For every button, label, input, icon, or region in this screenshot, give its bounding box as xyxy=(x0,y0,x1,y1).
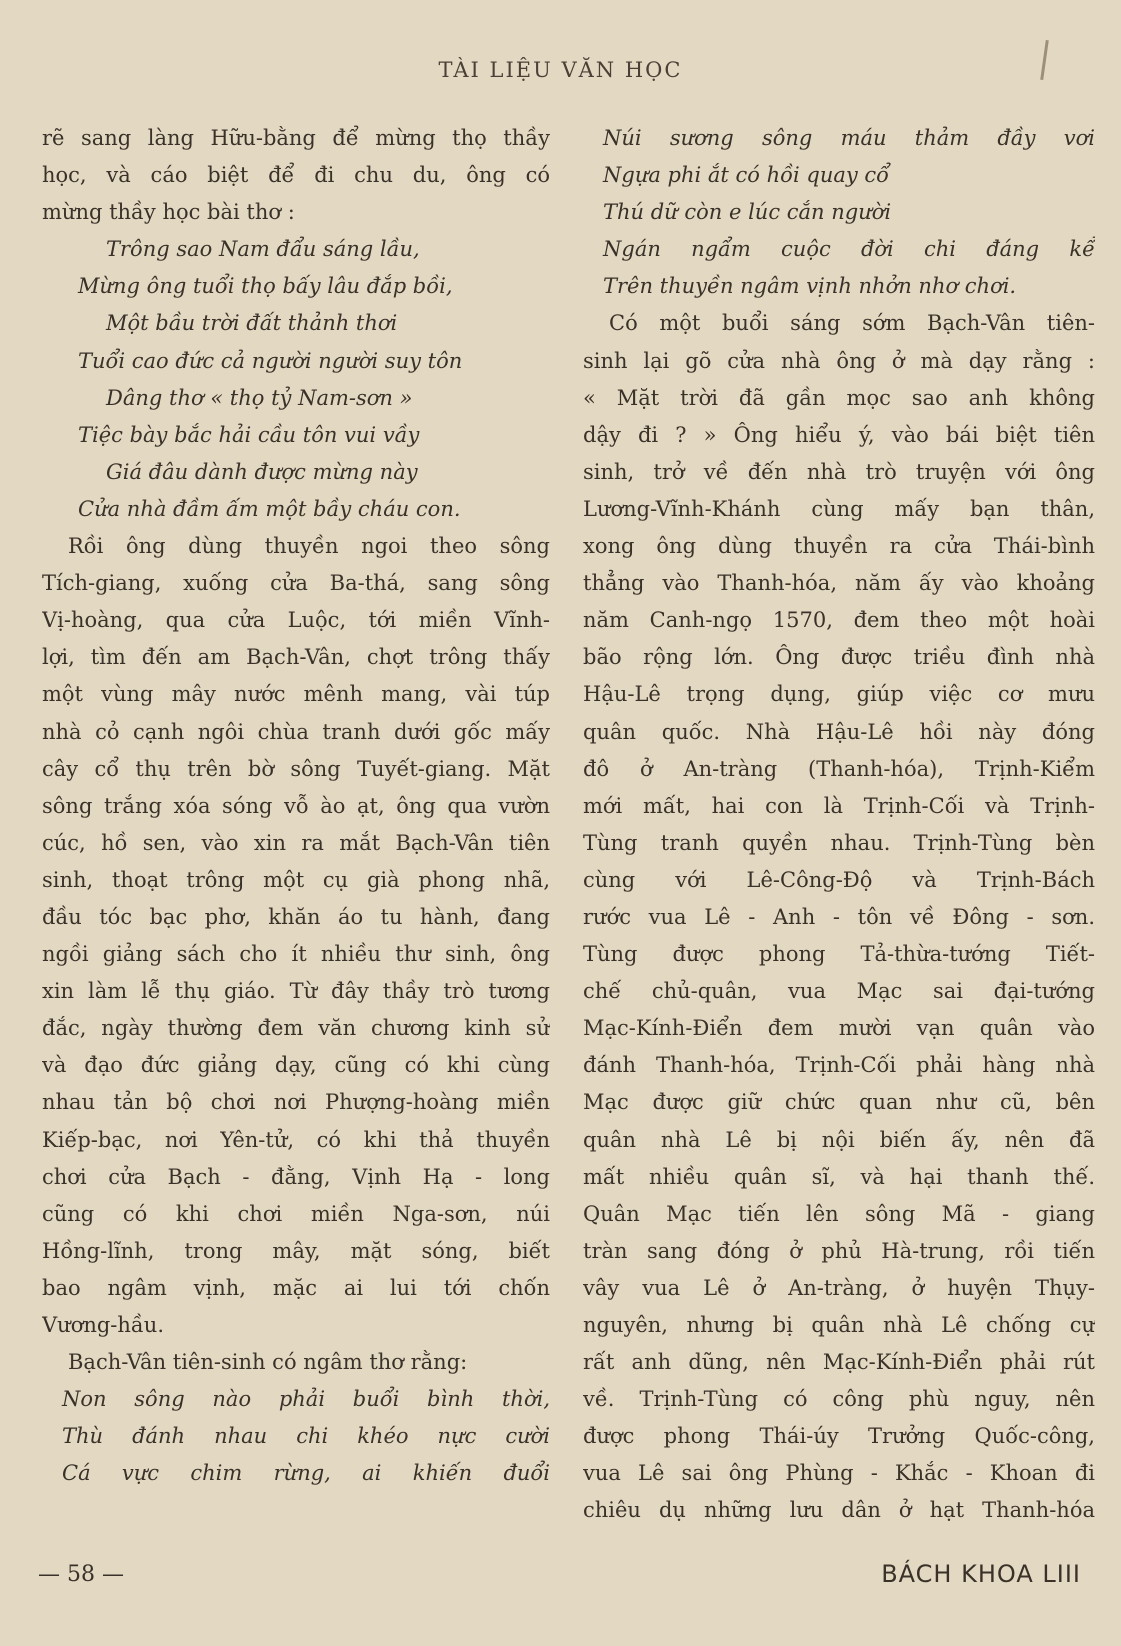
poem-line: Tuổi cao đức cả người người suy tôn xyxy=(78,348,463,373)
text-line: Hậu-Lê trọng dụng, giúp việc cơ mưu xyxy=(583,682,1095,707)
text-line: nguyên, nhưng bị quân nhà Lê chống cự xyxy=(583,1313,1095,1337)
text-line: mất nhiều quân sĩ, và hại thanh thế. xyxy=(583,1164,1095,1189)
text-line: cũng có khi chơi miền Nga-sơn, núi xyxy=(42,1201,550,1226)
text-line: sinh lại gõ cửa nhà ông ở mà dạy rằng : xyxy=(583,348,1095,373)
poem-line: Non sông nào phải buổi bình thời, xyxy=(62,1387,550,1412)
text-line: cúc, hồ sen, vào xin ra mắt Bạch-Vân tiên xyxy=(42,830,550,855)
poem-line: Ngán ngẩm cuộc đời chi đáng kể xyxy=(603,237,1095,262)
text-line: Quân Mạc tiến lên sông Mã - giang xyxy=(583,1201,1095,1226)
text-line: bao ngâm vịnh, mặc ai lui tới chốn xyxy=(42,1275,550,1300)
text-line: rất anh dũng, nên Mạc-Kính-Điển phải rút xyxy=(583,1350,1095,1375)
text-line: năm Canh-ngọ 1570, đem theo một hoài xyxy=(583,608,1095,633)
text-line: một vùng mây nước mênh mang, vài túp xyxy=(42,682,550,707)
publication-name: BÁCH KHOA LIII xyxy=(881,1560,1081,1588)
text-line: xong ông dùng thuyền ra cửa Thái-bình xyxy=(583,534,1095,559)
text-line: ngồi giảng sách cho ít nhiều thư sinh, ông xyxy=(42,942,550,967)
text-line: chế chủ-quân, vua Mạc sai đại-tướng xyxy=(583,979,1095,1004)
text-line: lợi, tìm đến am Bạch-Vân, chợt trông thấy xyxy=(42,645,550,670)
poem-line: Một bầu trời đất thảnh thơi xyxy=(106,311,398,336)
poem-line: Trông sao Nam đẩu sáng lầu, xyxy=(106,237,420,262)
text-line: dậy đi ? » Ông hiểu ý, vào bái biệt tiên xyxy=(583,422,1095,447)
text-line: sinh, thoạt trông một cụ già phong nhã, xyxy=(42,867,550,892)
text-line: cây cổ thụ trên bờ sông Tuyết-giang. Mặt xyxy=(42,756,550,781)
text-line: được phong Thái-úy Trưởng Quốc-công, xyxy=(583,1424,1095,1449)
poem-line: Giá đâu dành được mừng này xyxy=(106,459,418,484)
text-line: thẳng vào Thanh-hóa, năm ấy vào khoảng xyxy=(583,571,1095,596)
poem-line: Trên thuyền ngâm vịnh nhởn nhơ chơi. xyxy=(603,274,1017,299)
page-header: TÀI LIỆU VĂN HỌC xyxy=(438,58,683,82)
text-line: mới mất, hai con là Trịnh-Cối và Trịnh- xyxy=(583,793,1095,818)
poem-line: Núi sương sông máu thảm đầy vơi xyxy=(603,126,1095,150)
text-line: về. Trịnh-Tùng có công phù nguy, nên xyxy=(583,1387,1095,1412)
page-number: — 58 — xyxy=(38,1562,124,1587)
text-line: quân nhà Lê bị nội biến ấy, nên đã xyxy=(583,1127,1095,1152)
text-line: cùng với Lê-Công-Độ và Trịnh-Bách xyxy=(583,867,1095,892)
text-line: quân quốc. Nhà Hậu-Lê hồi này đóng xyxy=(583,719,1095,744)
text-line: và đạo đức giảng dạy, cũng có khi cùng xyxy=(42,1053,550,1078)
poem-line: Ngựa phi ắt có hồi quay cổ xyxy=(603,163,890,188)
poem-line: Tiệc bày bắc hải cầu tôn vui vầy xyxy=(78,422,420,447)
text-line: đầu tóc bạc phơ, khăn áo tu hành, đang xyxy=(42,904,550,929)
text-line: Có một buổi sáng sớm Bạch-Vân tiên- xyxy=(609,311,1095,336)
text-line: Tùng được phong Tả-thừa-tướng Tiết- xyxy=(583,942,1095,967)
text-line: đô ở An-tràng (Thanh-hóa), Trịnh-Kiểm xyxy=(583,756,1095,781)
text-line: Mạc được giữ chức quan như cũ, bên xyxy=(583,1090,1095,1115)
text-line: Tùng tranh quyền nhau. Trịnh-Tùng bèn xyxy=(583,830,1095,855)
text-line: vây vua Lê ở An-tràng, ở huyện Thụy- xyxy=(583,1275,1095,1300)
text-line: Bạch-Vân tiên-sinh có ngâm thơ rằng: xyxy=(68,1350,468,1375)
text-line: Kiếp-bạc, nơi Yên-tử, có khi thả thuyền xyxy=(42,1127,550,1152)
text-line: mừng thầy học bài thơ : xyxy=(42,200,295,225)
text-line: « Mặt trời đã gần mọc sao anh không xyxy=(583,385,1095,410)
text-line: rẽ sang làng Hữu-bằng để mừng thọ thầy xyxy=(42,126,550,150)
poem-line: Mừng ông tuổi thọ bấy lâu đắp bồi, xyxy=(78,274,453,299)
text-line: Tích-giang, xuống cửa Ba-thá, sang sông xyxy=(42,571,550,596)
text-line: xin làm lễ thụ giáo. Từ đây thầy trò tương xyxy=(42,979,550,1004)
text-line: sông trắng xóa sóng vỗ ào ạt, ông qua vườn xyxy=(42,793,550,818)
text-line: sinh, trở về đến nhà trò truyện với ông xyxy=(583,459,1095,484)
text-line: chơi cửa Bạch - đằng, Vịnh Hạ - long xyxy=(42,1164,550,1189)
text-line: học, và cáo biệt để đi chu du, ông có xyxy=(42,163,550,188)
text-line: Lương-Vĩnh-Khánh cùng mấy bạn thân, xyxy=(583,496,1095,521)
poem-line: Thú dữ còn e lúc cắn người xyxy=(603,200,892,225)
poem-line: Thù đánh nhau chi khéo nực cười xyxy=(62,1424,550,1449)
text-line: đánh Thanh-hóa, Trịnh-Cối phải hàng nhà xyxy=(583,1053,1095,1078)
text-line: Hồng-lĩnh, trong mây, mặt sóng, biết xyxy=(42,1238,550,1263)
right-column xyxy=(583,120,1095,1530)
poem-line: Dâng thơ « thọ tỷ Nam-sơn » xyxy=(106,385,413,410)
text-line: bão rộng lớn. Ông được triều đình nhà xyxy=(583,645,1095,670)
text-line: đắc, ngày thường đem văn chương kinh sử xyxy=(42,1016,550,1041)
text-line: Rồi ông dùng thuyền ngoi theo sông xyxy=(68,534,550,559)
poem-line: Cửa nhà đầm ấm một bầy cháu con. xyxy=(78,496,461,521)
poem-line: Cá vực chim rừng, ai khiến đuổi xyxy=(62,1461,550,1486)
text-line: tràn sang đóng ở phủ Hà-trung, rồi tiến xyxy=(583,1238,1095,1263)
text-line: nhau tản bộ chơi nơi Phượng-hoàng miền xyxy=(42,1090,550,1115)
text-line: rước vua Lê - Anh - tôn về Đông - sơn. xyxy=(583,904,1095,929)
left-column xyxy=(42,120,550,1492)
text-line: Vị-hoàng, qua cửa Luộc, tới miền Vĩnh- xyxy=(42,608,550,633)
text-line: nhà cỏ cạnh ngôi chùa tranh dưới gốc mấy xyxy=(42,719,550,744)
text-line: Mạc-Kính-Điển đem mười vạn quân vào xyxy=(583,1016,1095,1041)
text-line: Vương-hầu. xyxy=(42,1313,164,1337)
text-line: chiêu dụ những lưu dân ở hạt Thanh-hóa xyxy=(583,1498,1095,1523)
text-line: vua Lê sai ông Phùng - Khắc - Khoan đi xyxy=(583,1461,1095,1486)
